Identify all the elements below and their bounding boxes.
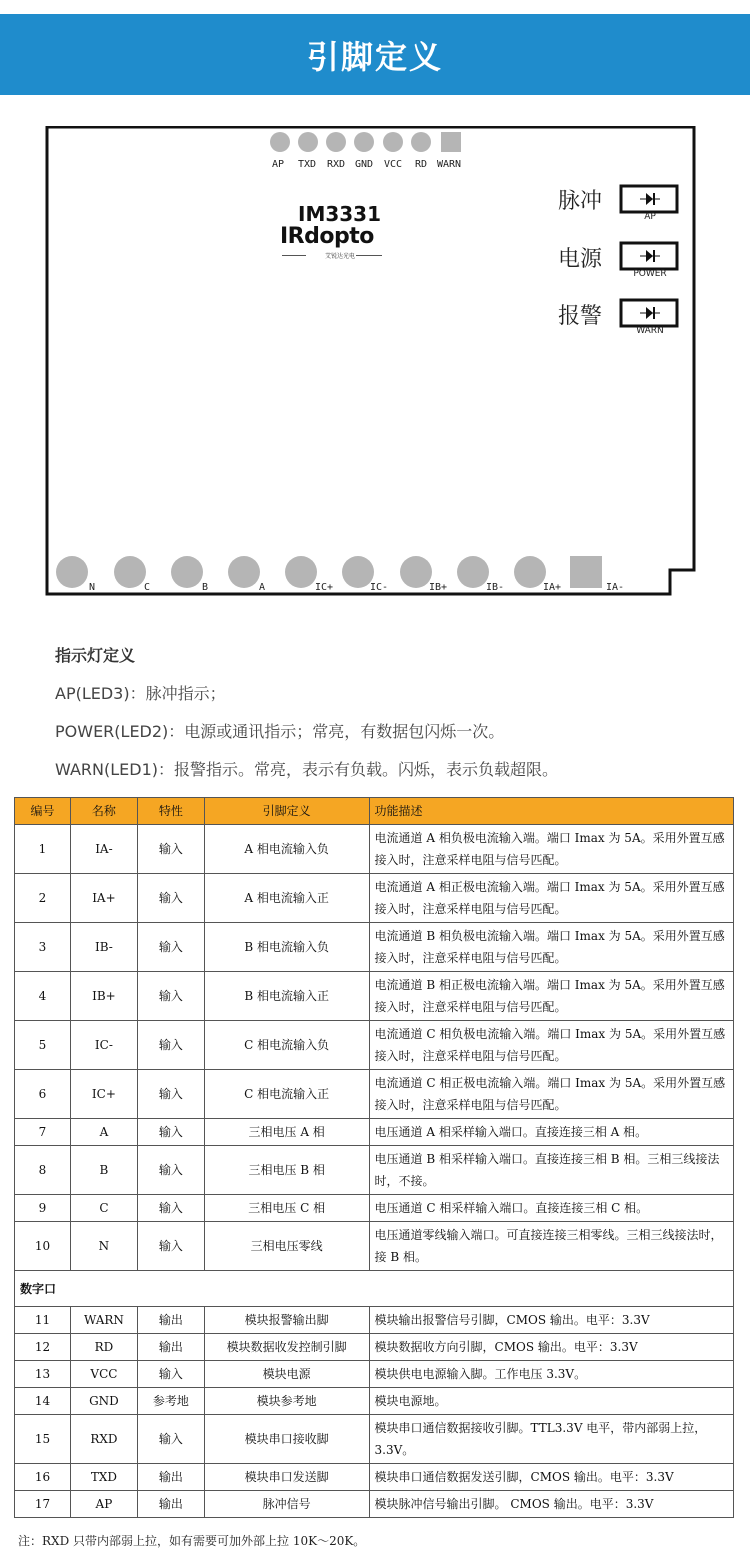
cell-def: 模块数据收发控制引脚 [204,1334,369,1361]
bottom-pin-ic-plus [285,556,317,588]
table-row [15,923,734,972]
module-model: IM3331 [298,202,382,226]
cell-def: A 相电流输入正 [204,874,369,923]
table-row [15,1388,734,1415]
bottom-pin-label: A [259,582,266,593]
cell-no: 8 [15,1146,71,1195]
bottom-pin-b [171,556,203,588]
header-def: 引脚定义 [204,798,369,825]
cell-type: 输入 [137,1361,204,1388]
table-row [15,1119,734,1146]
table-header-row [15,798,734,825]
table-row [15,1361,734,1388]
cell-type: 输入 [137,1415,204,1464]
cell-desc: 电压通道 C 相采样输入端口。直接连接三相 C 相。 [369,1195,733,1222]
top-pin-label: RD [415,159,428,170]
cell-no: 15 [15,1415,71,1464]
cell-type: 输入 [137,1146,204,1195]
top-pin-gnd [354,132,374,152]
cell-no: 5 [15,1021,71,1070]
cell-def: 模块串口接收脚 [204,1415,369,1464]
bottom-pin-label: N [89,582,96,593]
top-pin-ap [270,132,290,152]
led-power-icon [621,243,677,269]
top-pin-rd [411,132,431,152]
cell-type: 输出 [137,1491,204,1518]
bottom-pin-label: IB- [486,582,505,593]
cell-def: 三相电压 A 相 [204,1119,369,1146]
led-ap-label: AP [644,212,656,222]
cell-no: 10 [15,1222,71,1271]
cell-no: 6 [15,1070,71,1119]
table-row [15,874,734,923]
cell-no: 9 [15,1195,71,1222]
top-pin-label: WARN [437,159,462,170]
cell-desc: 模块电源地。 [369,1388,733,1415]
table-row [15,1334,734,1361]
bottom-pin-label: IC+ [315,582,334,593]
cell-name: IA- [70,825,137,874]
table-row [15,1222,734,1271]
cell-name: IA+ [70,874,137,923]
table-row [15,972,734,1021]
cell-desc: 模块串口通信数据接收引脚。TTL3.3V 电平，带内部弱上拉，3.3V。 [369,1415,733,1464]
led-line-ap: AP(LED3)：脉冲指示； [55,684,226,703]
top-pin-label: VCC [384,159,403,170]
module-diagram [0,126,750,600]
cell-desc: 电流通道 A 相正极电流输入端。端口 Imax 为 5A。采用外置互感接入时，注意采样电阻与信号匹配。 [369,874,733,923]
cell-name: A [70,1119,137,1146]
cell-def: C 相电流输入正 [204,1070,369,1119]
top-pin-label: GND [355,159,374,170]
cell-type: 输入 [137,1119,204,1146]
cell-no: 16 [15,1464,71,1491]
bottom-pin-label: IC- [370,582,389,593]
cell-name: AP [70,1491,137,1518]
cell-type: 输入 [137,1195,204,1222]
cell-desc: 模块串口通信数据发送引脚，CMOS 输出。电平：3.3V [369,1464,733,1491]
top-pin-label: AP [272,159,285,170]
cell-name: RD [70,1334,137,1361]
bottom-pin-ib-plus [400,556,432,588]
bottom-pin-ia-minus [570,556,602,588]
cell-desc: 电流通道 C 相正极电流输入端。端口 Imax 为 5A。采用外置互感接入时，注意采样电阻与信号匹配。 [369,1070,733,1119]
top-pin-label: RXD [327,159,346,170]
cell-type: 输出 [137,1307,204,1334]
cell-def: A 相电流输入负 [204,825,369,874]
cell-no: 12 [15,1334,71,1361]
bottom-pin-ib-minus [457,556,489,588]
cell-type: 输入 [137,1021,204,1070]
cell-def: 模块参考地 [204,1388,369,1415]
cell-name: IB- [70,923,137,972]
table-row [15,1021,734,1070]
cell-type: 输出 [137,1334,204,1361]
cell-desc: 模块脉冲信号输出引脚。 CMOS 输出。电平：3.3V [369,1491,733,1518]
cell-no: 14 [15,1388,71,1415]
cell-no: 3 [15,923,71,972]
bottom-pin-label: IA+ [543,582,562,593]
cell-def: 三相电压 C 相 [204,1195,369,1222]
cell-name: B [70,1146,137,1195]
cell-def: B 相电流输入负 [204,923,369,972]
table-row [15,1146,734,1195]
pin-definition-table [14,797,734,1518]
cell-def: 模块报警输出脚 [204,1307,369,1334]
footnote: 注：RXD 只带内部弱上拉，如有需要可加外部上拉 10K～20K。 [18,1534,366,1548]
cell-type: 输入 [137,923,204,972]
bottom-pin-ia-plus [514,556,546,588]
cell-no: 13 [15,1361,71,1388]
header-banner [0,14,750,95]
led-power-label: POWER [633,269,667,279]
table-row [15,1491,734,1518]
top-pin-vcc [383,132,403,152]
cell-desc: 电流通道 C 相负极电流输入端。端口 Imax 为 5A。采用外置互感接入时，注意采样电阻与信号匹配。 [369,1021,733,1070]
brand-logo: IRdopto [280,224,374,249]
led-line-power: POWER(LED2)：电源或通讯指示；常亮，有数据包闪烁一次。 [55,722,505,741]
led-ap-icon [621,186,677,212]
cell-no: 17 [15,1491,71,1518]
brand-divider [356,255,382,256]
table-row [15,1195,734,1222]
cell-def: 三相电压 B 相 [204,1146,369,1195]
cell-desc: 模块输出报警信号引脚，CMOS 输出。电平：3.3V [369,1307,733,1334]
led-warn-icon [621,300,677,326]
cell-no: 2 [15,874,71,923]
cell-def: 三相电压零线 [204,1222,369,1271]
cell-name: VCC [70,1361,137,1388]
header-name: 名称 [70,798,137,825]
cell-type: 输入 [137,1070,204,1119]
table-row [15,1070,734,1119]
cell-desc: 电压通道零线输入端口。可直接连接三相零线。三相三线接法时，接 B 相。 [369,1222,733,1271]
table-row [15,825,734,874]
cell-def: C 相电流输入负 [204,1021,369,1070]
cell-no: 11 [15,1307,71,1334]
cell-desc: 模块供电电源输入脚。工作电压 3.3V。 [369,1361,733,1388]
led-line-warn: WARN(LED1)：报警指示。常亮，表示有负载。闪烁，表示负载超限。 [55,760,558,779]
cell-def: 脉冲信号 [204,1491,369,1518]
top-pin-warn [441,132,461,152]
cell-desc: 电压通道 B 相采样输入端口。直接连接三相 B 相。三相三线接法时，不接。 [369,1146,733,1195]
cell-def: B 相电流输入正 [204,972,369,1021]
cell-no: 7 [15,1119,71,1146]
cell-desc: 电流通道 A 相负极电流输入端。端口 Imax 为 5A。采用外置互感接入时，注意采样电阻与信号匹配。 [369,825,733,874]
cell-type: 输入 [137,874,204,923]
table-row [15,1415,734,1464]
cell-def: 模块串口发送脚 [204,1464,369,1491]
cell-name: N [70,1222,137,1271]
cell-name: TXD [70,1464,137,1491]
cell-name: GND [70,1388,137,1415]
led-warn-label: WARN [636,326,664,336]
bottom-pin-c [114,556,146,588]
cell-no: 4 [15,972,71,1021]
header-desc: 功能描述 [369,798,733,825]
bottom-pin-a [228,556,260,588]
table-row [15,1464,734,1491]
cell-type: 输入 [137,825,204,874]
cell-name: WARN [70,1307,137,1334]
table-row [15,1307,734,1334]
bottom-pin-label: IB+ [429,582,448,593]
bottom-pin-n [56,556,88,588]
cell-name: C [70,1195,137,1222]
cell-desc: 电流通道 B 相正极电流输入端。端口 Imax 为 5A。采用外置互感接入时，注意采样电阻与信号匹配。 [369,972,733,1021]
led-warn-cn-label: 报警 [558,304,603,329]
page-title: 引脚定义 [306,37,443,76]
led-ap-cn-label: 脉冲 [558,189,603,214]
digital-section-label: 数字口 [15,1271,734,1307]
cell-type: 参考地 [137,1388,204,1415]
top-pin-label: TXD [298,159,317,170]
bottom-pin-label: C [144,582,151,593]
cell-desc: 电压通道 A 相采样输入端口。直接连接三相 A 相。 [369,1119,733,1146]
board-outline [0,126,750,600]
cell-def: 模块电源 [204,1361,369,1388]
cell-name: IC- [70,1021,137,1070]
bottom-pin-label: B [202,582,209,593]
header-type: 特性 [137,798,204,825]
cell-desc: 模块数据收方向引脚，CMOS 输出。电平：3.3V [369,1334,733,1361]
cell-name: RXD [70,1415,137,1464]
brand-subtitle: 艾锐达光电 [324,253,355,260]
bottom-pin-label: IA- [606,582,625,593]
cell-name: IC+ [70,1070,137,1119]
led-section-title: 指示灯定义 [55,646,136,665]
cell-type: 输出 [137,1464,204,1491]
digital-section-row [15,1271,734,1307]
header-no: 编号 [15,798,71,825]
cell-no: 1 [15,825,71,874]
led-power-cn-label: 电源 [558,247,603,272]
cell-type: 输入 [137,972,204,1021]
cell-type: 输入 [137,1222,204,1271]
cell-desc: 电流通道 B 相负极电流输入端。端口 Imax 为 5A。采用外置互感接入时，注意采样电阻与信号匹配。 [369,923,733,972]
top-pin-txd [298,132,318,152]
cell-name: IB+ [70,972,137,1021]
top-pin-rxd [326,132,346,152]
